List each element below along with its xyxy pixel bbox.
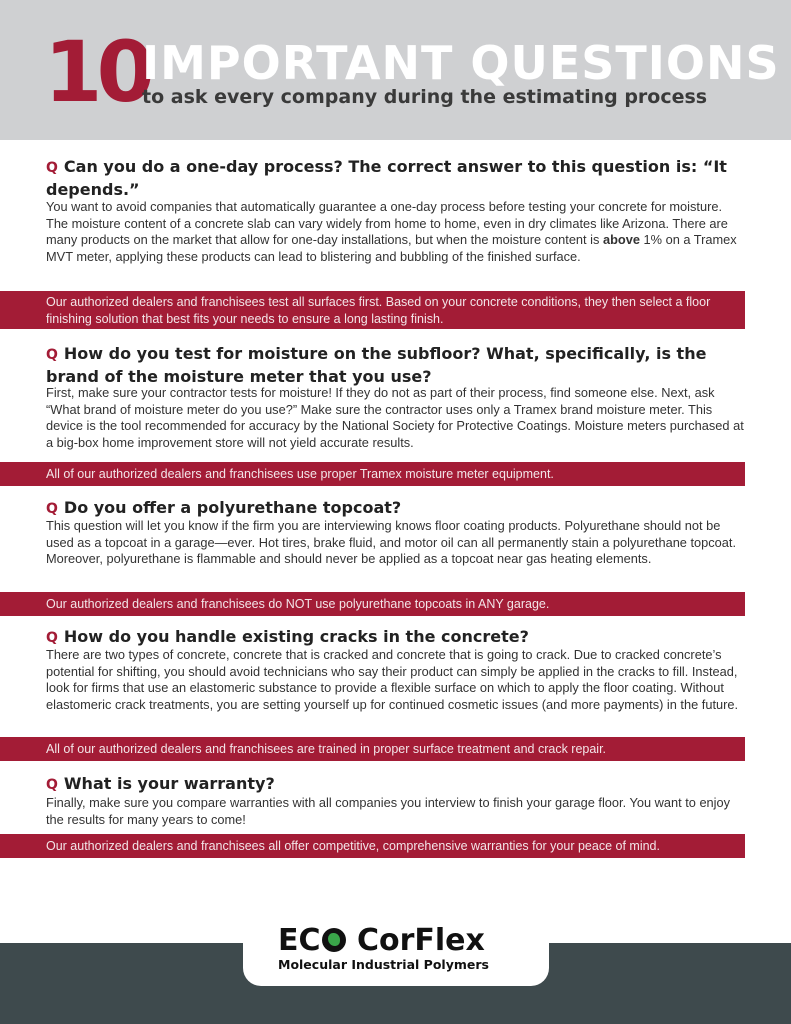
eco-corflex-logo	[278, 923, 485, 958]
question-text: How do you handle existing cracks in the concrete?	[63, 627, 529, 646]
question-text: How do you test for moisture on the subfloor? What, specifically, is the brand of the moisture meter that you use?	[46, 344, 707, 386]
logo-tagline: Molecular Industrial Polymers	[278, 957, 489, 972]
dealer-callout: Our authorized dealers and franchisees do NOT use polyurethane topcoats in ANY garage.	[0, 592, 745, 616]
answer-body: There are two types of concrete, concrete that is cracked and concrete that is going to crack. Due to cracked concrete’s potential for shifting, you should avoid technicians who say their product can simply be applied in the cracks to fill. Instead, look for firms that use an elastomeric substance to provide a flexible surface on which to apply the floor coating. Without elastomeric crack treatments, you are setting yourself up for continued cosmetic issues (and more payments) in the future.	[46, 647, 739, 712]
answer-text: You want to avoid companies that automatically guarantee a one-day process before testing your concrete for moisture. The moisture content of a concrete slab can vary widely from home to home, even in dry climates like Arizona. There are many products on the market that allow for one-day installations, but when the moisture content is	[46, 199, 728, 247]
answer-body	[46, 199, 746, 265]
dealer-callout: Our authorized dealers and franchisees test all surfaces first. Based on your concrete conditions, they then select a floor finishing solution that best fits your needs to ensure a long lasting finish.	[0, 291, 745, 329]
question-text: What is your warranty?	[63, 774, 275, 793]
question-heading	[46, 343, 746, 387]
answer-body: Finally, make sure you compare warranties with all companies you interview to finish your garage floor. You want to enjoy the results for many years to come!	[46, 795, 731, 827]
dealer-callout: Our authorized dealers and franchisees all offer competitive, comprehensive warranties for your peace of mind.	[0, 834, 745, 858]
answer-body: First, make sure your contractor tests for moisture! If they do not as part of their process, find someone else. Next, ask “What brand of moisture meter do you use?” Make sure the contractor uses only a Tramex brand moisture meter. This device is the tool recommended for accuracy by the National Society for Protective Coatings. Moisture meters purchased at a big-box home improvement store will not yield accurate results.	[46, 385, 744, 450]
q-marker-icon: Q	[46, 501, 58, 517]
header-subtitle: to ask every company during the estimating process	[142, 86, 708, 108]
answer-text-continued: 1% on a Tramex MVT meter, applying these products can lead to blistering and bubbling of the finished surface.	[46, 232, 737, 264]
logo-text-left: EC	[278, 923, 321, 958]
question-heading	[46, 773, 746, 796]
dealer-callout: All of our authorized dealers and franchisees are trained in proper surface treatment and crack repair.	[0, 737, 745, 761]
q-marker-icon: Q	[46, 777, 58, 793]
question-heading	[46, 497, 746, 520]
logo-text-right: CorFlex	[356, 923, 485, 958]
header-title: IMPORTANT QUESTIONS	[142, 36, 780, 90]
globe-icon	[322, 928, 346, 952]
page-header	[0, 0, 791, 140]
dealer-callout: All of our authorized dealers and franchisees use proper Tramex moisture meter equipment.	[0, 462, 745, 486]
question-text: Can you do a one-day process? The correct answer to this question is: “It depends.”	[46, 157, 727, 199]
q-marker-icon: Q	[46, 160, 58, 176]
question-text: Do you offer a polyurethane topcoat?	[63, 498, 402, 517]
answer-emphasis: above	[602, 232, 640, 247]
header-number: 10	[44, 23, 149, 121]
q-marker-icon: Q	[46, 630, 58, 646]
question-heading	[46, 626, 746, 649]
question-heading	[46, 156, 746, 200]
q-marker-icon: Q	[46, 347, 58, 363]
answer-body: This question will let you know if the firm you are interviewing knows floor coating products. Polyurethane should not be used as a topcoat in a garage—ever. Hot tires, brake fluid, and motor oil can all permanently stain a polyurethane topcoat. Moreover, polyurethane is flammable and should never be applied as a topcoat near gas heating elements.	[46, 518, 737, 566]
